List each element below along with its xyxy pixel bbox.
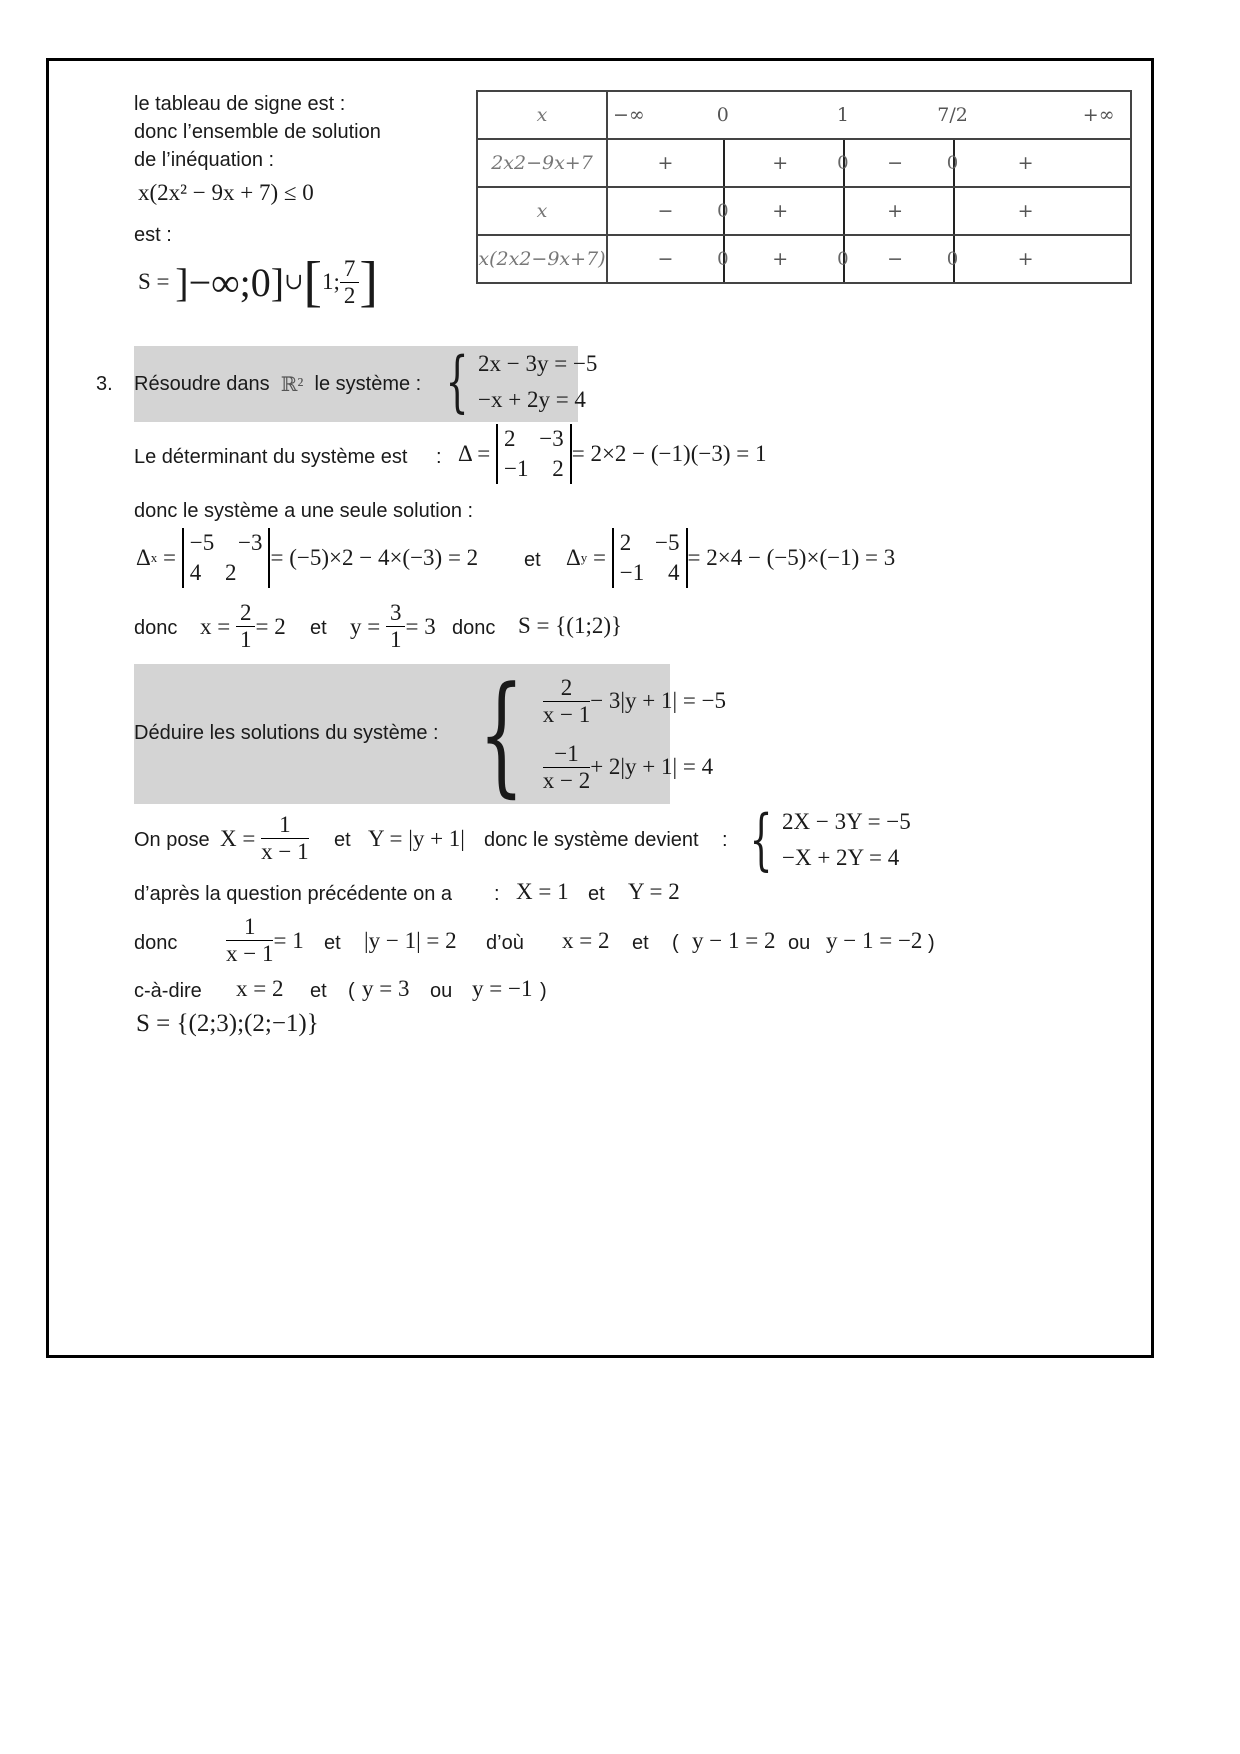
row-label: x	[477, 187, 607, 235]
unique-solution-text: donc le système a une seule solution :	[134, 500, 474, 522]
delta-x-formula: Δ x = −5 −3 4 2 = (−5)×2 − 4×(−3) = 2	[136, 528, 478, 588]
substitution-X: X = $\frac{1}{x - 1}$	[220, 812, 309, 864]
brace-icon: {	[749, 801, 773, 878]
union-symbol: ∪	[284, 269, 304, 294]
determinant-text: Le déterminant du système est	[134, 446, 408, 468]
real-plane-symbol: ℝ²	[280, 374, 304, 396]
s-label: S =	[138, 269, 170, 294]
table-row: x − 0 + + +	[477, 187, 1131, 235]
system-3: { 2X − 3Y = −5 −X + 2Y = 4	[749, 801, 911, 878]
hv-one: 1	[836, 104, 849, 126]
table-header-label: x	[477, 91, 607, 139]
brace-icon: {	[445, 343, 469, 420]
intro-line-2: donc l’ensemble de solution	[134, 121, 381, 143]
intro-line-3: de l’inéquation :	[134, 149, 275, 171]
intro-line-4: est :	[134, 224, 172, 246]
solution-set-system: S = {(1;2)}	[518, 613, 623, 638]
system-2: { $\frac{2}{x - 1}$ − 3|y + 1| = −5 $\frac{-1}{x - 2}$ + 2|y + 1| = 4	[478, 658, 727, 810]
brace-icon: {	[478, 658, 525, 810]
hv-minus-inf: −∞	[613, 104, 645, 126]
row-label: 2x2−9x+7	[477, 139, 607, 187]
delta-y-formula: Δ y = 2 −5 −1 4 = 2×4 − (−5)×(−1) = 3	[566, 528, 895, 588]
inequation: x(2x² − 9x + 7) ≤ 0	[138, 180, 314, 205]
substitution-Y: Y = |y + 1|	[368, 826, 465, 851]
x-solution: x = $\frac{2}{1}$ = 2	[200, 600, 286, 652]
fraction-equation: $\frac{1}{x - 1}$ = 1	[226, 914, 304, 966]
hv-seven-halves: 7/2	[937, 104, 968, 126]
interval-1: ]−∞;0]	[175, 259, 285, 305]
question-3-prompt: Résoudre dans ℝ² le système :	[134, 373, 422, 396]
sign-table	[476, 90, 1132, 284]
system-1: { 2x − 3y = −5 −x + 2y = 4	[445, 343, 598, 420]
table-row: x(2x2−9x+7) − 0 + 0 − 0 +	[477, 235, 1131, 283]
determinant-matrix: 2 −3 −1 2	[496, 424, 572, 484]
determinant-formula: Δ = 2 −3 −1 2 = 2×2 − (−1)(−3) = 1	[458, 424, 766, 484]
hv-plus-inf: +∞	[1082, 104, 1115, 126]
table-row: 2x2−9x+7 + + 0 − 0 +	[477, 139, 1131, 187]
table-row	[477, 91, 1131, 139]
hv-zero: 0	[716, 104, 729, 126]
final-solution-set: S = {(2;3);(2;−1)}	[136, 1010, 319, 1037]
y-solution: y = $\frac{3}{1}$ = 3	[350, 600, 436, 652]
solution-set-inequation: S = ]−∞;0] ∪ [ 1; $\frac{7}{2}$ ]	[138, 251, 379, 313]
intro-line-1: le tableau de signe est :	[134, 93, 346, 115]
question-number: 3.	[96, 373, 113, 395]
deduce-prompt: Déduire les solutions du système :	[134, 722, 439, 744]
interval-2-left: 1;	[322, 269, 340, 294]
row-label: x(2x2−9x+7)	[477, 235, 607, 283]
fraction-seven-halves: $\frac{7}{2}$	[340, 256, 360, 309]
